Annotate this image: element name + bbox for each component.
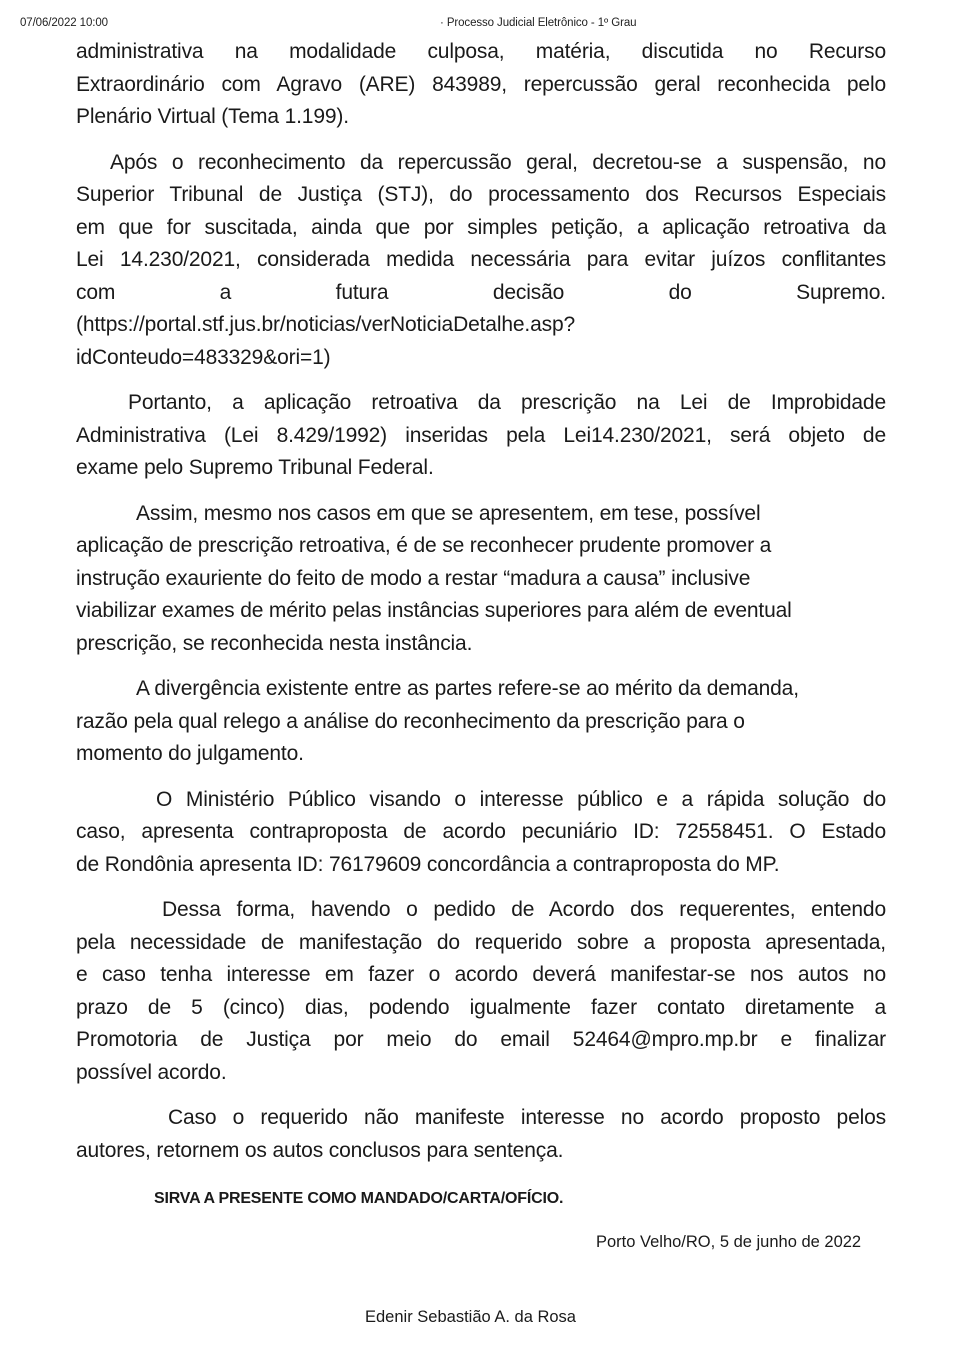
stf-link-line: idConteudo=483329&ori=1)	[76, 345, 331, 369]
text-line: Extraordinário com Agravo (ARE) 843989, repercussão geral reconhecida pelo	[76, 72, 886, 96]
text-line: Assim, mesmo nos casos em que se apresentem, em tese, possível	[136, 501, 761, 525]
text-line: razão pela qual relego a análise do reconhecimento da prescrição para o	[76, 709, 745, 733]
text-line: possível acordo.	[76, 1060, 227, 1084]
text-line: Promotoria de Justiça por meio do email 52464@mpro.mp.br e finalizar	[76, 1028, 886, 1051]
text-line: autores, retornem os autos conclusos para sentença.	[76, 1138, 564, 1162]
text-line: Administrativa (Lei 8.429/1992) inseridas pela Lei14.230/2021, será objeto de	[76, 423, 886, 447]
text-line: caso, apresenta contraproposta de acordo pecuniário ID: 72558451. O Estado	[76, 820, 886, 843]
paragraph-sentenca	[76, 1102, 886, 1167]
text-line: momento do julgamento.	[76, 742, 304, 765]
system-title: · Processo Judicial Eletrônico - 1º Grau	[440, 17, 637, 29]
paragraph-divergencia	[76, 673, 886, 771]
text-line: Lei 14.230/2021, considerada medida necessária para evitar juízos conflitantes	[76, 248, 886, 271]
text-line: O Ministério Público visando o interesse público e a rápida solução do	[156, 787, 886, 811]
signatory-name: Edenir Sebastião A. da Rosa	[365, 1308, 576, 1326]
paragraph-retroactive	[76, 387, 886, 485]
text-line: exame pelo Supremo Tribunal Federal.	[76, 456, 434, 479]
text-line: pela necessidade de manifestação do requerido sobre a proposta apresentada,	[76, 930, 886, 954]
text-line: e caso tenha interesse em fazer o acordo deverá manifestar-se nos autos no	[76, 963, 886, 986]
text-line: Superior Tribunal de Justiça (STJ), do processamento dos Recursos Especiais	[76, 183, 886, 206]
paragraph-suspension	[76, 147, 886, 375]
text-line: Portanto, a aplicação retroativa da prescrição na Lei de Improbidade	[128, 391, 886, 414]
paragraph-ministerio-publico	[76, 784, 886, 882]
text-line: prescrição, se reconhecida nesta instância.	[76, 631, 473, 655]
text-line: Dessa forma, havendo o pedido de Acordo dos requerentes, entendo	[162, 898, 886, 921]
paragraph-continuation	[76, 36, 886, 134]
text-line: Após o reconhecimento da repercussão geral, decretou-se a suspensão, no	[110, 150, 886, 174]
stf-link-line: (https://portal.stf.jus.br/noticias/verNoticiaDetalhe.asp?	[76, 313, 576, 336]
text-line: A divergência existente entre as partes refere-se ao mérito da demanda,	[136, 677, 799, 700]
text-line: de Rondônia apresenta ID: 76179609 concordância a contraproposta do MP.	[76, 852, 780, 876]
mandate-instruction: SIRVA A PRESENTE COMO MANDADO/CARTA/OFÍCIO.	[154, 1190, 564, 1207]
text-line: Caso o requerido não manifeste interesse no acordo proposto pelos	[168, 1106, 886, 1129]
document-body	[76, 36, 886, 1180]
text-line: em que for suscitada, ainda que por simples petição, a aplicação retroativa da	[76, 215, 886, 239]
text-line: administrativa na modalidade culposa, matéria, discutida no Recurso	[76, 40, 886, 63]
paragraph-acordo	[76, 894, 886, 1089]
place-and-date: Porto Velho/RO, 5 de junho de 2022	[596, 1233, 862, 1251]
text-line: aplicação de prescrição retroativa, é de se reconhecer prudente promover a	[76, 534, 772, 557]
paragraph-assim	[76, 498, 886, 661]
text-line: Plenário Virtual (Tema 1.199).	[76, 105, 349, 128]
text-line: viabilizar exames de mérito pelas instâncias superiores para além de eventual	[76, 599, 792, 622]
text-line: com a futura decisão do Supremo.	[76, 280, 886, 304]
text-line: prazo de 5 (cinco) dias, podendo igualmente fazer contato diretamente a	[76, 995, 886, 1019]
print-timestamp: 07/06/2022 10:00	[20, 17, 108, 29]
text-line: instrução exauriente do feito de modo a restar “madura a causa” inclusive	[76, 566, 751, 590]
